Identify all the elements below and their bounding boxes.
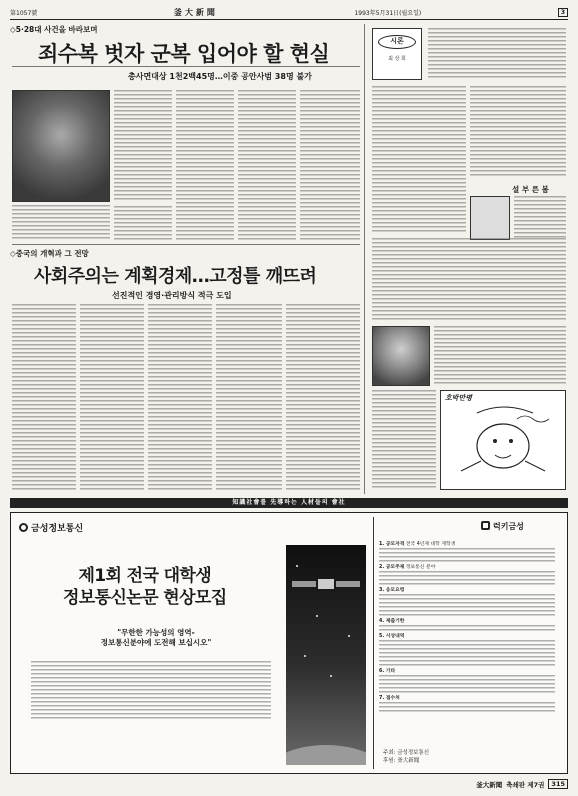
ad-detail-row: 3. 응모요령 bbox=[379, 588, 405, 593]
story1-col4 bbox=[300, 90, 360, 240]
story2-col1 bbox=[12, 304, 76, 490]
ad-title-line2: 정보통신논문 현상모집 bbox=[63, 588, 227, 608]
ad-detail-row: 2. 공모주제 정보통신 분야 bbox=[379, 565, 436, 570]
column-body-col3 bbox=[514, 196, 566, 240]
story1-col3 bbox=[238, 90, 296, 240]
cartoon-signature: 호박만평 bbox=[445, 393, 473, 402]
column-body-col2 bbox=[470, 86, 566, 178]
cartoon-drawing bbox=[441, 391, 565, 489]
ad-space-artwork bbox=[286, 545, 366, 765]
story1-kicker: ◇5·28대 사건을 바라보며 bbox=[10, 25, 98, 34]
earth-horizon-icon bbox=[286, 715, 366, 765]
story2-kicker: ◇중국의 개혁과 그 전망 bbox=[10, 249, 89, 258]
ad-detail-row: 6. 기타 bbox=[379, 669, 396, 674]
paper-name: 釜大新聞 bbox=[173, 7, 218, 17]
photo-caption bbox=[12, 205, 110, 239]
page-footer bbox=[10, 778, 568, 790]
ad-slogan: "무한한 가능성의 영역- 정보통신분야에 도전해 보십시오" bbox=[100, 628, 212, 647]
protest-photo bbox=[12, 90, 110, 202]
ad-host: 주최: 금성정보통신 후원: 釜大新聞 bbox=[383, 750, 430, 764]
ad-details-list bbox=[379, 541, 559, 741]
ad-title bbox=[63, 565, 227, 609]
column-body-col1 bbox=[372, 86, 466, 234]
column-author: 최 상 희 bbox=[388, 56, 406, 62]
story2-col5 bbox=[286, 304, 360, 490]
column-badge-box bbox=[372, 28, 422, 80]
right-body-2 bbox=[372, 390, 436, 490]
story2-subhead: 선진적인 경영·관리방식 적극 도입 bbox=[112, 291, 232, 300]
ad-brand-right: 럭키금성 bbox=[481, 521, 524, 532]
story1-subhead: 총사면대상 1천2백45명…이중 공안사범 38명 불가 bbox=[128, 72, 312, 81]
story1-headline: 죄수복 벗자 군복 입어야 할 현실 bbox=[38, 42, 330, 66]
column-illustration bbox=[470, 196, 510, 240]
footer-paper-name: 釜大新聞 bbox=[476, 780, 503, 789]
brand-logo-icon bbox=[19, 523, 28, 532]
column-title: 설 부 른 봄 bbox=[512, 185, 549, 194]
story2-headline: 사회주의는 계획경제…고정틀 깨뜨려 bbox=[34, 266, 317, 287]
story1-col2 bbox=[176, 90, 234, 240]
brand-logo-icon bbox=[481, 521, 490, 530]
issue-date: 1993年5月31日(월요일) bbox=[354, 10, 422, 17]
issue-number: 第1057號 bbox=[10, 10, 38, 17]
footer-page-number: 315 bbox=[548, 779, 568, 789]
ad-body-text bbox=[31, 661, 271, 721]
story2-col3 bbox=[148, 304, 212, 490]
column-badge: 시론 bbox=[378, 35, 416, 49]
satellite-icon bbox=[286, 555, 366, 615]
story2-col4 bbox=[216, 304, 282, 490]
ad-title-line1: 제1회 전국 대학생 bbox=[78, 566, 212, 586]
page-number: 3 bbox=[558, 8, 568, 17]
ad-detail-row: 1. 공모자격 전국 4년제 대학 재학생 bbox=[379, 542, 456, 547]
column-body-bottom bbox=[372, 238, 566, 320]
ad-detail-row: 7. 접수처 bbox=[379, 696, 400, 701]
advertisement bbox=[10, 512, 568, 774]
story2-col2 bbox=[80, 304, 144, 490]
story1-col1 bbox=[114, 90, 172, 202]
story1-col1b bbox=[114, 206, 172, 240]
masthead bbox=[10, 6, 568, 20]
ad-detail-row: 5. 시상내역 bbox=[379, 634, 405, 639]
right-body-1 bbox=[434, 326, 566, 386]
editorial-cartoon bbox=[440, 390, 566, 490]
footer-edition: 축쇄판 제7권 bbox=[506, 780, 545, 789]
ad-detail-row: 4. 제출기한 bbox=[379, 619, 405, 624]
column-intro bbox=[428, 28, 566, 80]
ad-brand-left: 금성정보통신 bbox=[19, 521, 83, 534]
ad-banner: 知識社會를 先導하는 人材들의 會社 bbox=[10, 498, 568, 508]
portrait-photo bbox=[372, 326, 430, 386]
